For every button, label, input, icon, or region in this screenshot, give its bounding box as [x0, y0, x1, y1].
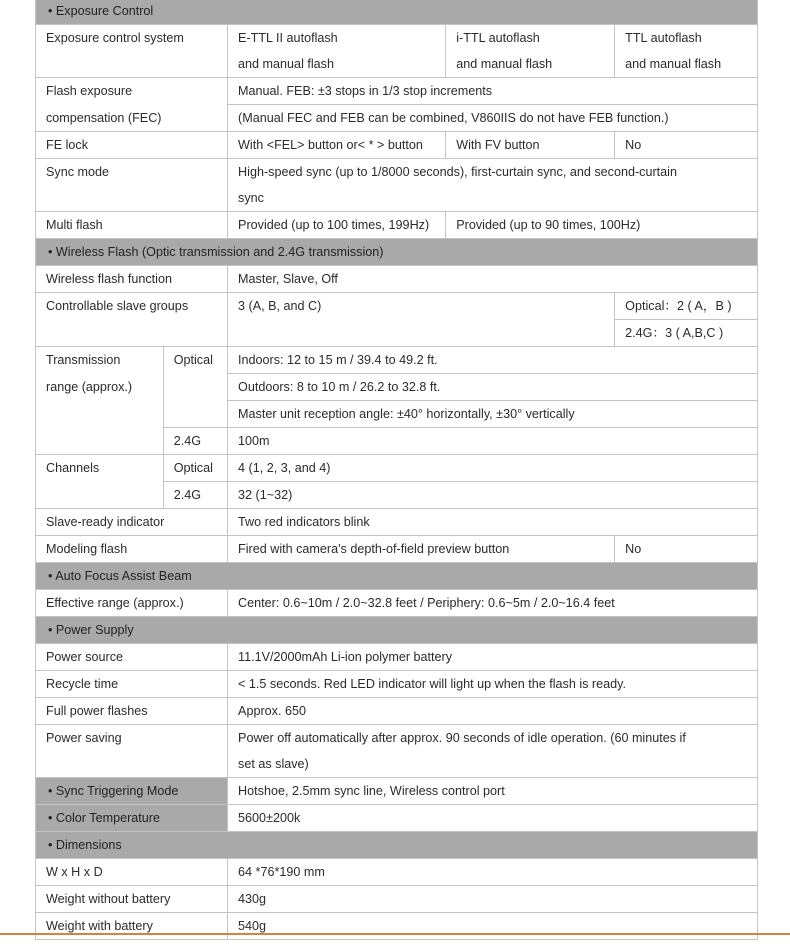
spec-sublabel: Optical — [163, 455, 227, 482]
spec-label: Controllable slave groups — [36, 293, 228, 320]
spec-row-wireless-function — [36, 266, 758, 293]
spec-row-transmission-angle — [36, 401, 758, 428]
spec-value: Provided (up to 100 times, 199Hz) — [228, 212, 446, 239]
spec-row-transmission-range — [36, 347, 758, 374]
spec-row-exposure-system — [36, 25, 758, 52]
spec-label: Slave-ready indicator — [36, 509, 228, 536]
spec-value: Approx. 650 — [228, 698, 758, 725]
spec-row-power-saving-cont — [36, 751, 758, 778]
spec-label: Wireless flash function — [36, 266, 228, 293]
spec-label: Channels — [36, 455, 164, 482]
spec-value: Power off automatically after approx. 90 seconds of idle operation. (60 minutes if — [228, 725, 758, 752]
spec-table — [35, 0, 758, 940]
spec-label: Sync mode — [36, 159, 228, 186]
spec-label: Transmission — [36, 347, 164, 374]
spec-row-fec-cont — [36, 105, 758, 132]
section-af-assist — [36, 563, 758, 590]
spec-value: set as slave) — [228, 751, 758, 778]
section-title: • Auto Focus Assist Beam — [36, 563, 758, 590]
spec-row-channels — [36, 455, 758, 482]
spec-value: 100m — [228, 428, 758, 455]
spec-value: Fired with camera's depth-of-field preview button — [228, 536, 615, 563]
spec-label: Weight with battery — [36, 913, 228, 940]
spec-value: TTL autoflash — [615, 25, 758, 52]
spec-row-channels-24g — [36, 482, 758, 509]
spec-row-af-range — [36, 590, 758, 617]
section-title: • Sync Triggering Mode — [36, 778, 228, 805]
spec-label: Power saving — [36, 725, 228, 752]
spec-value: Manual. FEB: ±3 stops in 1/3 stop increments — [228, 78, 758, 105]
spec-value: Center: 0.6~10m / 2.0~32.8 feet / Periphery: 0.6~5m / 2.0~16.4 feet — [228, 590, 758, 617]
spec-row-sync-mode — [36, 159, 758, 186]
spec-label: Flash exposure — [36, 78, 228, 105]
spec-value: i-TTL autoflash — [446, 25, 615, 52]
spec-value: E-TTL II autoflash — [228, 25, 446, 52]
spec-value: 11.1V/2000mAh Li-ion polymer battery — [228, 644, 758, 671]
spec-value: Optical：2 ( A，B ) — [615, 293, 758, 320]
spec-value: High-speed sync (up to 1/8000 seconds), first-curtain sync, and second-curtain — [228, 159, 758, 186]
spec-value: 32 (1~32) — [228, 482, 758, 509]
section-title: • Exposure Control — [36, 0, 758, 25]
spec-value: and manual flash — [446, 51, 615, 78]
spec-value: 64 *76*190 mm — [228, 859, 758, 886]
spec-label: W x H x D — [36, 859, 228, 886]
spec-row-transmission-24g — [36, 428, 758, 455]
spec-row-power-source — [36, 644, 758, 671]
spec-row-full-power — [36, 698, 758, 725]
spec-row-multi-flash — [36, 212, 758, 239]
section-exposure-control — [36, 0, 758, 25]
spec-row-recycle-time — [36, 671, 758, 698]
spec-row-slave-groups-cont — [36, 320, 758, 347]
spec-value: Two red indicators blink — [228, 509, 758, 536]
spec-value: sync — [228, 185, 758, 212]
section-title: • Color Temperature — [36, 805, 228, 832]
spec-value: < 1.5 seconds. Red LED indicator will light up when the flash is ready. — [228, 671, 758, 698]
spec-label: Multi flash — [36, 212, 228, 239]
spec-row-slave-ready — [36, 509, 758, 536]
footer-divider — [0, 933, 790, 935]
spec-value: Master, Slave, Off — [228, 266, 758, 293]
spec-value: With FV button — [446, 132, 615, 159]
spec-value: No — [615, 132, 758, 159]
section-dimensions — [36, 832, 758, 859]
spec-sublabel: 2.4G — [163, 428, 227, 455]
spec-row-fe-lock — [36, 132, 758, 159]
spec-value: 4 (1, 2, 3, and 4) — [228, 455, 758, 482]
spec-label: Effective range (approx.) — [36, 590, 228, 617]
section-title: • Power Supply — [36, 617, 758, 644]
spec-row-slave-groups — [36, 293, 758, 320]
spec-label: compensation (FEC) — [36, 105, 228, 132]
spec-row-sync-trigger — [36, 778, 758, 805]
spec-value: and manual flash — [228, 51, 446, 78]
spec-value: With <FEL> button or< * > button — [228, 132, 446, 159]
spec-value: No — [615, 536, 758, 563]
spec-value: 2.4G：3 ( A,B,C ) — [615, 320, 758, 347]
spec-row-color-temp — [36, 805, 758, 832]
spec-label: Full power flashes — [36, 698, 228, 725]
spec-value: Provided (up to 90 times, 100Hz) — [446, 212, 758, 239]
spec-value: and manual flash — [615, 51, 758, 78]
spec-row-transmission-range-cont — [36, 374, 758, 401]
section-title: • Dimensions — [36, 832, 758, 859]
spec-row-exposure-system-cont — [36, 51, 758, 78]
spec-row-fec — [36, 78, 758, 105]
spec-value: 430g — [228, 886, 758, 913]
spec-sublabel: Optical — [163, 347, 227, 374]
section-wireless-flash — [36, 239, 758, 266]
spec-label: Weight without battery — [36, 886, 228, 913]
spec-value: Indoors: 12 to 15 m / 39.4 to 49.2 ft. — [228, 347, 758, 374]
spec-row-modeling-flash — [36, 536, 758, 563]
spec-row-weight-with — [36, 913, 758, 940]
spec-label: Power source — [36, 644, 228, 671]
spec-label: Exposure control system — [36, 25, 228, 52]
spec-label: FE lock — [36, 132, 228, 159]
spec-label: Modeling flash — [36, 536, 228, 563]
spec-row-power-saving — [36, 725, 758, 752]
spec-value: 5600±200k — [228, 805, 758, 832]
spec-value: Master unit reception angle: ±40° horizontally, ±30° vertically — [228, 401, 758, 428]
spec-row-weight-without — [36, 886, 758, 913]
spec-value: 540g — [228, 913, 758, 940]
section-power-supply — [36, 617, 758, 644]
spec-value: Hotshoe, 2.5mm sync line, Wireless control port — [228, 778, 758, 805]
spec-label: Recycle time — [36, 671, 228, 698]
spec-label: range (approx.) — [36, 374, 164, 401]
spec-value: 3 (A, B, and C) — [228, 293, 615, 320]
spec-value: (Manual FEC and FEB can be combined, V860IIS do not have FEB function.) — [228, 105, 758, 132]
spec-row-whd — [36, 859, 758, 886]
spec-sublabel: 2.4G — [163, 482, 227, 509]
spec-row-sync-mode-cont — [36, 185, 758, 212]
spec-value: Outdoors: 8 to 10 m / 26.2 to 32.8 ft. — [228, 374, 758, 401]
section-title: • Wireless Flash (Optic transmission and 2.4G transmission) — [36, 239, 758, 266]
